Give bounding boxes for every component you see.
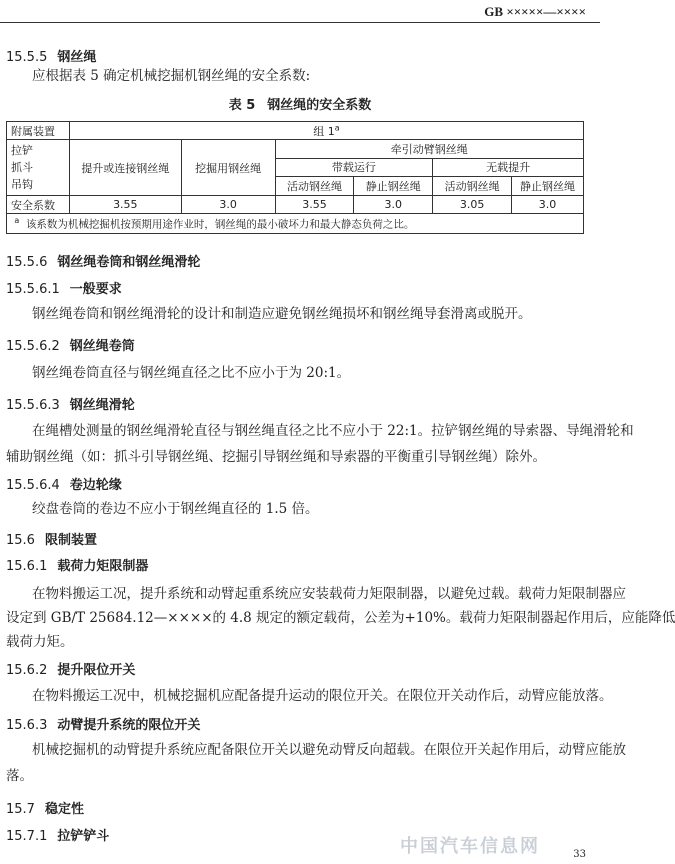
table-cell: 活动钢丝绳 [275, 177, 354, 196]
section-heading [6, 278, 122, 297]
paragraph: 在绳槽处测量的钢丝绳滑轮直径与钢丝绳直径之比不应小于 22:1。拉铲钢丝绳的导索器、导绳滑轮和 [32, 423, 634, 439]
section-title: 限制装置 [44, 533, 97, 548]
section-number: 15.5.6.3 [6, 398, 60, 413]
site-watermark: 中国汽车信息网 [400, 836, 540, 857]
section-heading [6, 714, 200, 733]
table-cell: 无载提升 [433, 158, 584, 177]
table-cell: 3.55 [275, 196, 354, 214]
section-number: 15.6.2 [6, 663, 48, 678]
paragraph: 钢丝绳卷筒和钢丝绳滑轮的设计和制造应避免钢丝绳损坏和钢丝绳导套滑离或脱开。 [32, 306, 532, 322]
table-cell: 静止钢丝绳 [354, 177, 433, 196]
paragraph-continued: 载荷力矩。 [6, 634, 74, 650]
row-label: 吊钩 [11, 178, 33, 191]
section-heading [6, 798, 84, 817]
paragraph: 绞盘卷筒的卷边不应小于钢丝绳直径的 1.5 倍。 [32, 501, 319, 517]
section-number: 15.6.3 [6, 718, 48, 733]
table-caption [0, 94, 600, 113]
section-heading [6, 394, 135, 413]
row-label: 拉铲 [11, 144, 33, 157]
section-number: 15.6 [6, 533, 35, 548]
section-title: 载荷力矩限制器 [57, 559, 149, 574]
section-title: 钢丝绳 [57, 50, 97, 65]
section-number: 15.7.1 [6, 829, 48, 844]
table-cell: 活动钢丝绳 [433, 177, 512, 196]
table-title: 钢丝绳的安全系数 [267, 98, 372, 113]
footnote-text: 该系数为机械挖掘机按预期用途作业时，钢丝绳的最小破坏力和最大静态负荷之比。 [25, 218, 415, 231]
section-number: 15.5.6 [6, 255, 48, 270]
section-number: 15.7 [6, 802, 35, 817]
row-label: 抓斗 [11, 161, 33, 174]
section-number: 15.5.6.2 [6, 339, 60, 354]
section-heading [6, 335, 135, 354]
table-footnote [7, 214, 584, 234]
paragraph: 机械挖掘机的动臂提升系统应配备限位开关以避免动臂反向超载。在限位开关起作用后，动臂应能放 [32, 742, 626, 758]
section-title: 卷边轮缘 [69, 478, 122, 493]
section-number: 15.5.5 [6, 50, 48, 65]
table-cell: 挖掘用钢丝绳 [181, 140, 275, 196]
section-heading [6, 529, 97, 548]
table-cell: 牵引动臂钢丝绳 [275, 140, 583, 159]
paragraph-continued: 辅助钢丝绳（如：抓斗引导钢丝绳、挖掘引导钢丝绳和导索器的平衡重引导钢丝绳）除外。 [6, 449, 546, 465]
section-title: 钢丝绳卷筒 [69, 339, 135, 354]
footnote-mark: a [14, 215, 20, 225]
section-title: 动臂提升系统的限位开关 [57, 718, 201, 733]
section-heading [6, 474, 122, 493]
section-heading [6, 825, 109, 844]
paragraph: 在物料搬运工况，提升系统和动臂起重系统应安装载荷力矩限制器，以避免过载。载荷力矩限制器应 [32, 586, 626, 602]
table-cell: 3.0 [512, 196, 584, 214]
table-cell: 静止钢丝绳 [512, 177, 584, 196]
standard-code: GB ×××××—×××× [484, 4, 586, 19]
section-heading [6, 251, 200, 270]
paragraph-continued: 落。 [6, 768, 33, 784]
table-cell: 3.0 [354, 196, 433, 214]
footnote-mark: a [334, 122, 340, 132]
section-heading [6, 555, 148, 574]
table-cell [69, 122, 583, 140]
safety-factor-table [6, 121, 584, 234]
section-number: 15.5.6.1 [6, 282, 60, 297]
section-title: 稳定性 [44, 802, 84, 817]
group-label: 组 1 [313, 124, 335, 138]
section-number: 15.6.1 [6, 559, 48, 574]
table-cell: 3.0 [181, 196, 275, 214]
page-number: 33 [573, 849, 586, 860]
table-cell: 安全系数 [7, 196, 70, 214]
table-cell: 3.05 [433, 196, 512, 214]
table-cell: 附属装置 [7, 122, 70, 140]
table-cell: 带载运行 [275, 158, 433, 177]
paragraph: 在物料搬运工况中，机械挖掘机应配备提升运动的限位开关。在限位开关动作后，动臂应能放落。 [32, 688, 613, 704]
paragraph: 钢丝绳卷筒直径与钢丝绳直径之比不应小于为 20:1。 [32, 365, 351, 381]
paragraph: 应根据表 5 确定机械挖掘机钢丝绳的安全系数: [32, 68, 311, 84]
section-title: 钢丝绳卷筒和钢丝绳滑轮 [57, 255, 201, 270]
header-rule [0, 22, 600, 23]
section-title: 一般要求 [69, 282, 122, 297]
table-cell [7, 140, 70, 196]
section-number: 15.5.6.4 [6, 478, 60, 493]
table-cell: 3.55 [69, 196, 181, 214]
table-cell: 提升或连接钢丝绳 [69, 140, 181, 196]
section-title: 提升限位开关 [57, 663, 136, 678]
section-heading [6, 659, 135, 678]
section-title: 拉铲铲斗 [57, 829, 110, 844]
section-title: 钢丝绳滑轮 [69, 398, 135, 413]
table-label: 表 5 [228, 98, 256, 113]
paragraph-continued: 设定到 GB/T 25684.12—××××的 4.8 规定的额定载荷，公差为+10%。载荷力矩限制器起作用后，应能降低 [6, 610, 675, 626]
